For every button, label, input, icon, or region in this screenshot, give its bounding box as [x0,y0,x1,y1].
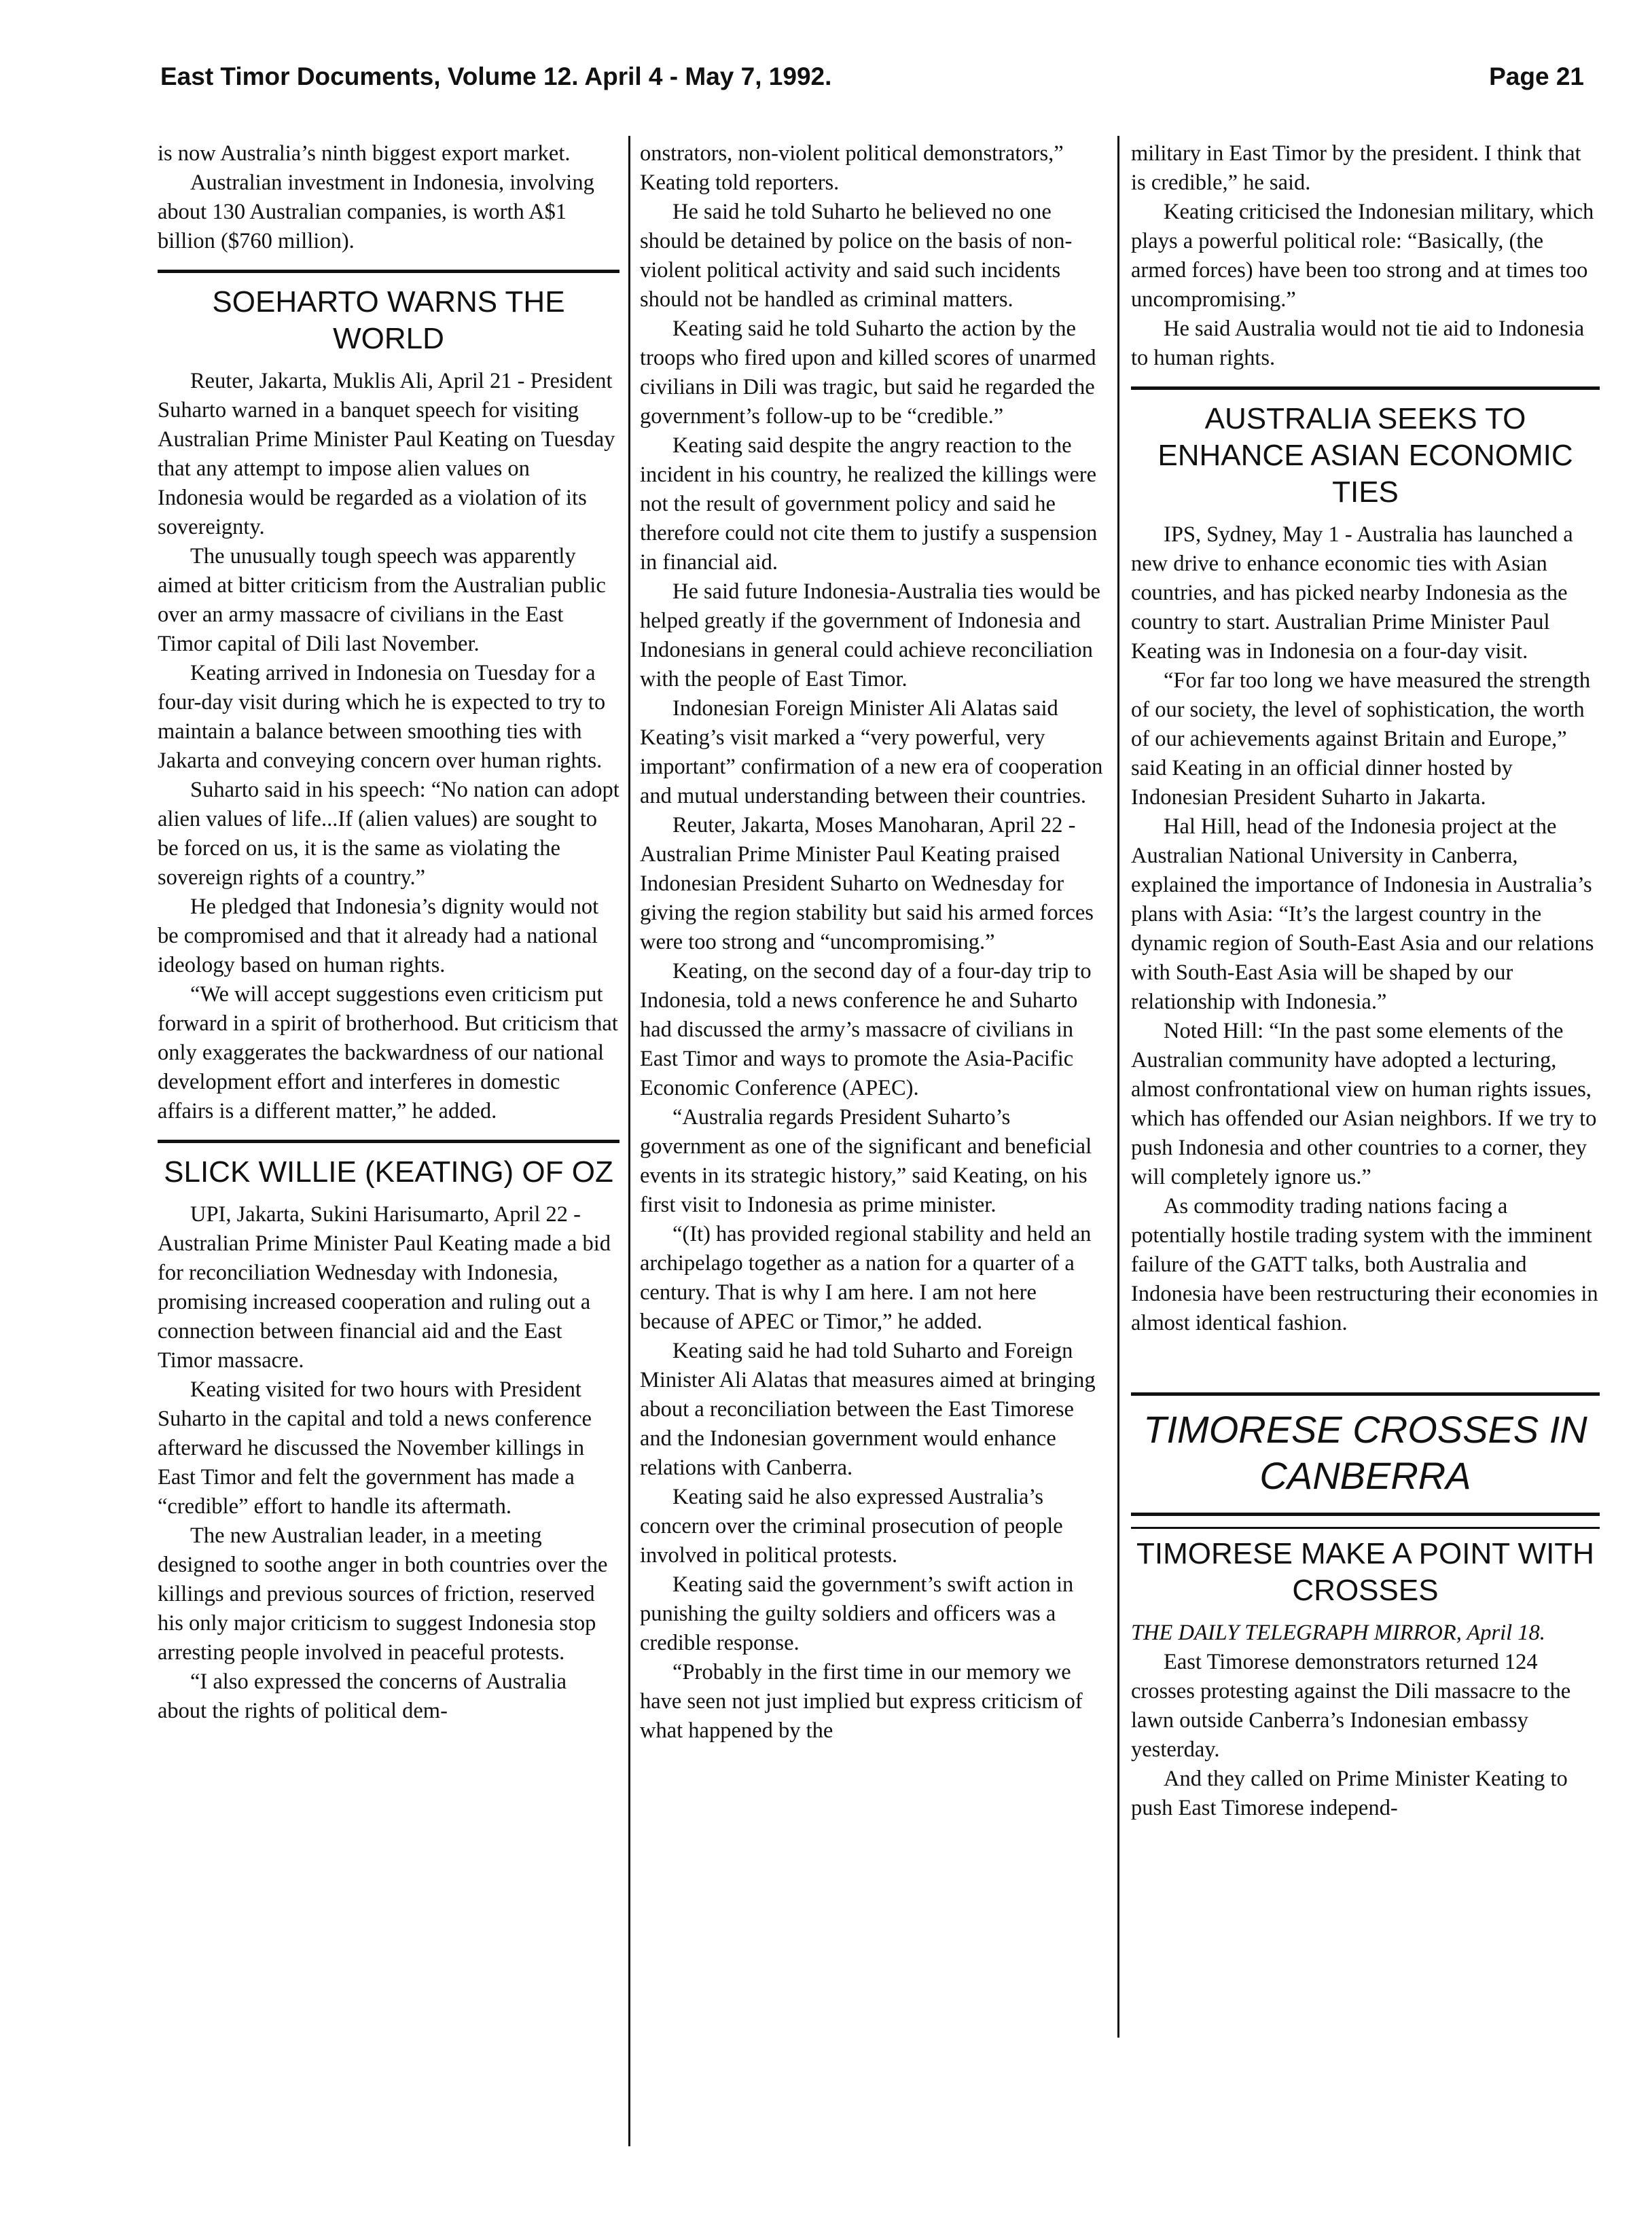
column-2 [640,139,1109,2082]
page-number: Page 21 [1489,62,1584,90]
paragraph: “(It) has provided regional stability and held an archipelago together as a nation for a quarter of a century. That is why I am here. I am not here because of APEC or Timor,” he added. [640,1222,1092,1334]
paragraph: “For far too long we have measured the strength of our society, the level of sophistication, the worth of our achievements against Britain and Europe,” said Keating in an official dinner hosted by Indonesian President Suharto in Jakarta. [1131,668,1591,810]
paragraph: Keating said he had told Suharto and Foreign Minister Ali Alatas that measures aimed at bringing about a reconciliation between the East Timorese and the Indonesian government would enhance relations with Canberra. [640,1339,1096,1480]
paragraph: Keating criticised the Indonesian military, which plays a powerful political role: “Basically, (the armed forces) have been too strong and at times too uncompromising.” [1131,200,1594,312]
paragraph: The new Australian leader, in a meeting designed to soothe anger in both countries over the killings and previous sources of friction, reserved his only major criticism to suggest Indonesia stop arresting people involved in peaceful protests. [158,1523,608,1665]
paragraph: Keating said he told Suharto the action by the troops who fired upon and killed scores of unarmed civilians in Dili was tragic, but said he regarded the government’s follow-up to be “credible.” [640,317,1096,429]
paragraph: “We will accept suggestions even criticism put forward in a spirit of brotherhood. But criticism that only exaggerates the backwardness of our national development effort and interferes in domestic affairs is a different matter,” he added. [158,982,618,1123]
paragraph: Keating said he also expressed Australia’s concern over the criminal prosecution of people involved in political protests. [640,1485,1063,1568]
section-divider [1131,1527,1600,1529]
section-divider [1131,1392,1600,1396]
paragraph: He said future Indonesia-Australia ties would be helped greatly if the government of Indonesia and Indonesians in general could achieve reconciliation with the people of East Timor. [640,579,1100,691]
paragraph: He said Australia would not tie aid to Indonesia to human rights. [1131,317,1585,370]
paragraph: Noted Hill: “In the past some elements of the Australian community have adopted a lecturing, almost confrontational view on human rights issues, which has offended our Asian neighbors. If we try to push Indonesia and other countries to a corner, they will completely ignore us.” [1131,1019,1597,1189]
article-headline: TIMORESE MAKE A POINT WITH CROSSES [1136,1537,1594,1607]
paragraph: Keating, on the second day of a four-day trip to Indonesia, told a news conference he and Suharto had discussed the army’s massacre of civilians in East Timor and ways to promote the Asia-Pacific Economic Conference (APEC). [640,959,1092,1100]
paragraph: East Timorese demonstrators returned 124 crosses protesting against the Dili massacre to the lawn outside Canberra’s Indonesian embassy yesterday. [1131,1650,1571,1762]
paragraph: UPI, Jakarta, Sukini Harisumarto, April 22 - Australian Prime Minister Paul Keating made a bid for reconciliation Wednesday with Indonesia, promising increased cooperation and ruling out a connection between financial aid and the East Timor massacre. [158,1202,611,1373]
column-divider [628,136,630,2146]
section-divider [158,1140,620,1143]
paragraph: Suharto said in his speech: “No nation can adopt alien values of life...If (alien values) are sought to be forced on us, it is the same as violating the sovereign rights of a country.” [158,778,620,890]
paragraph: The unusually tough speech was apparently aimed at bitter criticism from the Australian public over an army massacre of civilians in the East Timor capital of Dili last November. [158,544,606,656]
paragraph: “I also expressed the concerns of Australia about the rights of political dem- [158,1669,567,1723]
section-divider [1131,1513,1600,1516]
section-headline: TIMORESE CROSSES IN CANBERRA [1143,1408,1587,1497]
spacer [1131,1338,1600,1379]
article-headline: SLICK WILLIE (KEATING) OF OZ [164,1155,613,1189]
paragraph: IPS, Sydney, May 1 - Australia has launched a new drive to enhance economic ties with Asian countries, and has picked nearby Indonesia as the country to start. Australian Prime Minister Paul Keating was in Indonesia on a four-day visit. [1131,522,1573,664]
paragraph: As commodity trading nations facing a potentially hostile trading system with the imminent failure of the GATT talks, both Australia and Indonesia have been restructuring their economies in almost identical fashion. [1131,1194,1598,1335]
paragraph: “Australia regards President Suharto’s government as one of the significant and beneficial events in its strategic history,” said Keating, on his first visit to Indonesia as prime minister. [640,1105,1092,1217]
paragraph: Reuter, Jakarta, Moses Manoharan, April 22 - Australian Prime Minister Paul Keating praised Indonesian President Suharto on Wednesday for giving the region stability but said his armed forces were too strong and “uncompromising.” [640,813,1094,954]
paragraph: is now Australia’s ninth biggest export market. [158,141,571,166]
article-headline: AUSTRALIA SEEKS TO ENHANCE ASIAN ECONOMIC TIES [1157,402,1573,509]
paragraph: Reuter, Jakarta, Muklis Ali, April 21 - President Suharto warned in a banquet speech for visiting Australian Prime Minister Paul Keating on Tuesday that any attempt to impose alien values on Indonesia would be regarded as a violation of its sovereignty. [158,369,615,539]
paragraph: “Probably in the first time in our memory we have seen not just implied but express criticism of what happened by the [640,1660,1083,1743]
paragraph: Keating arrived in Indonesia on Tuesday for a four-day visit during which he is expected to try to maintain a balance between smoothing ties with Jakarta and conveying concern over human rights. [158,661,606,773]
page-header [160,62,1584,103]
column-divider [1117,136,1119,2038]
column-1 [158,139,620,2082]
paragraph: military in East Timor by the president. I think that is credible,” he said. [1131,141,1581,195]
paragraph: Keating said despite the angry reaction to the incident in his country, he realized the killings were not the result of government policy and said he therefore could not cite them to justify a suspension in financial aid. [640,433,1098,575]
article-source: THE DAILY TELEGRAPH MIRROR, April 18. [1131,1621,1545,1645]
paragraph: onstrators, non-violent political demonstrators,” Keating told reporters. [640,141,1064,195]
paragraph: He said he told Suharto he believed no one should be detained by police on the basis of non-violent political activity and said such incidents should not be handled as criminal matters. [640,200,1073,312]
section-divider [158,270,620,273]
column-3 [1131,139,1600,2082]
paragraph: He pledged that Indonesia’s dignity would not be compromised and that it already had a national ideology based on human rights. [158,895,599,977]
paragraph: Hal Hill, head of the Indonesia project at the Australian National University in Canberra, explained the importance of Indonesia in Australia’s plans with Asia: “It’s the largest country in the dynamic region of South-East Asia and our relations with South-East Asia will be shaped by our relationship with Indonesia.” [1131,814,1594,1014]
paragraph: Keating visited for two hours with President Suharto in the capital and told a news conference afterward he discussed the November killings in East Timor and felt the government has made a “credible” effort to handle its aftermath. [158,1377,592,1519]
article-headline: SOEHARTO WARNS THE WORLD [212,285,565,355]
paragraph: Australian investment in Indonesia, involving about 130 Australian companies, is worth A$1 billion ($760 million). [158,170,594,253]
paragraph: Keating said the government’s swift action in punishing the guilty soldiers and officers was a credible response. [640,1572,1074,1655]
publication-title: East Timor Documents, Volume 12. April 4 - May 7, 1992. [160,62,832,90]
paragraph: Indonesian Foreign Minister Ali Alatas said Keating’s visit marked a “very powerful, very important” confirmation of a new era of cooperation and mutual understanding between their countries. [640,696,1103,808]
section-divider [1131,386,1600,390]
paragraph: And they called on Prime Minister Keating to push East Timorese independ- [1131,1767,1568,1820]
